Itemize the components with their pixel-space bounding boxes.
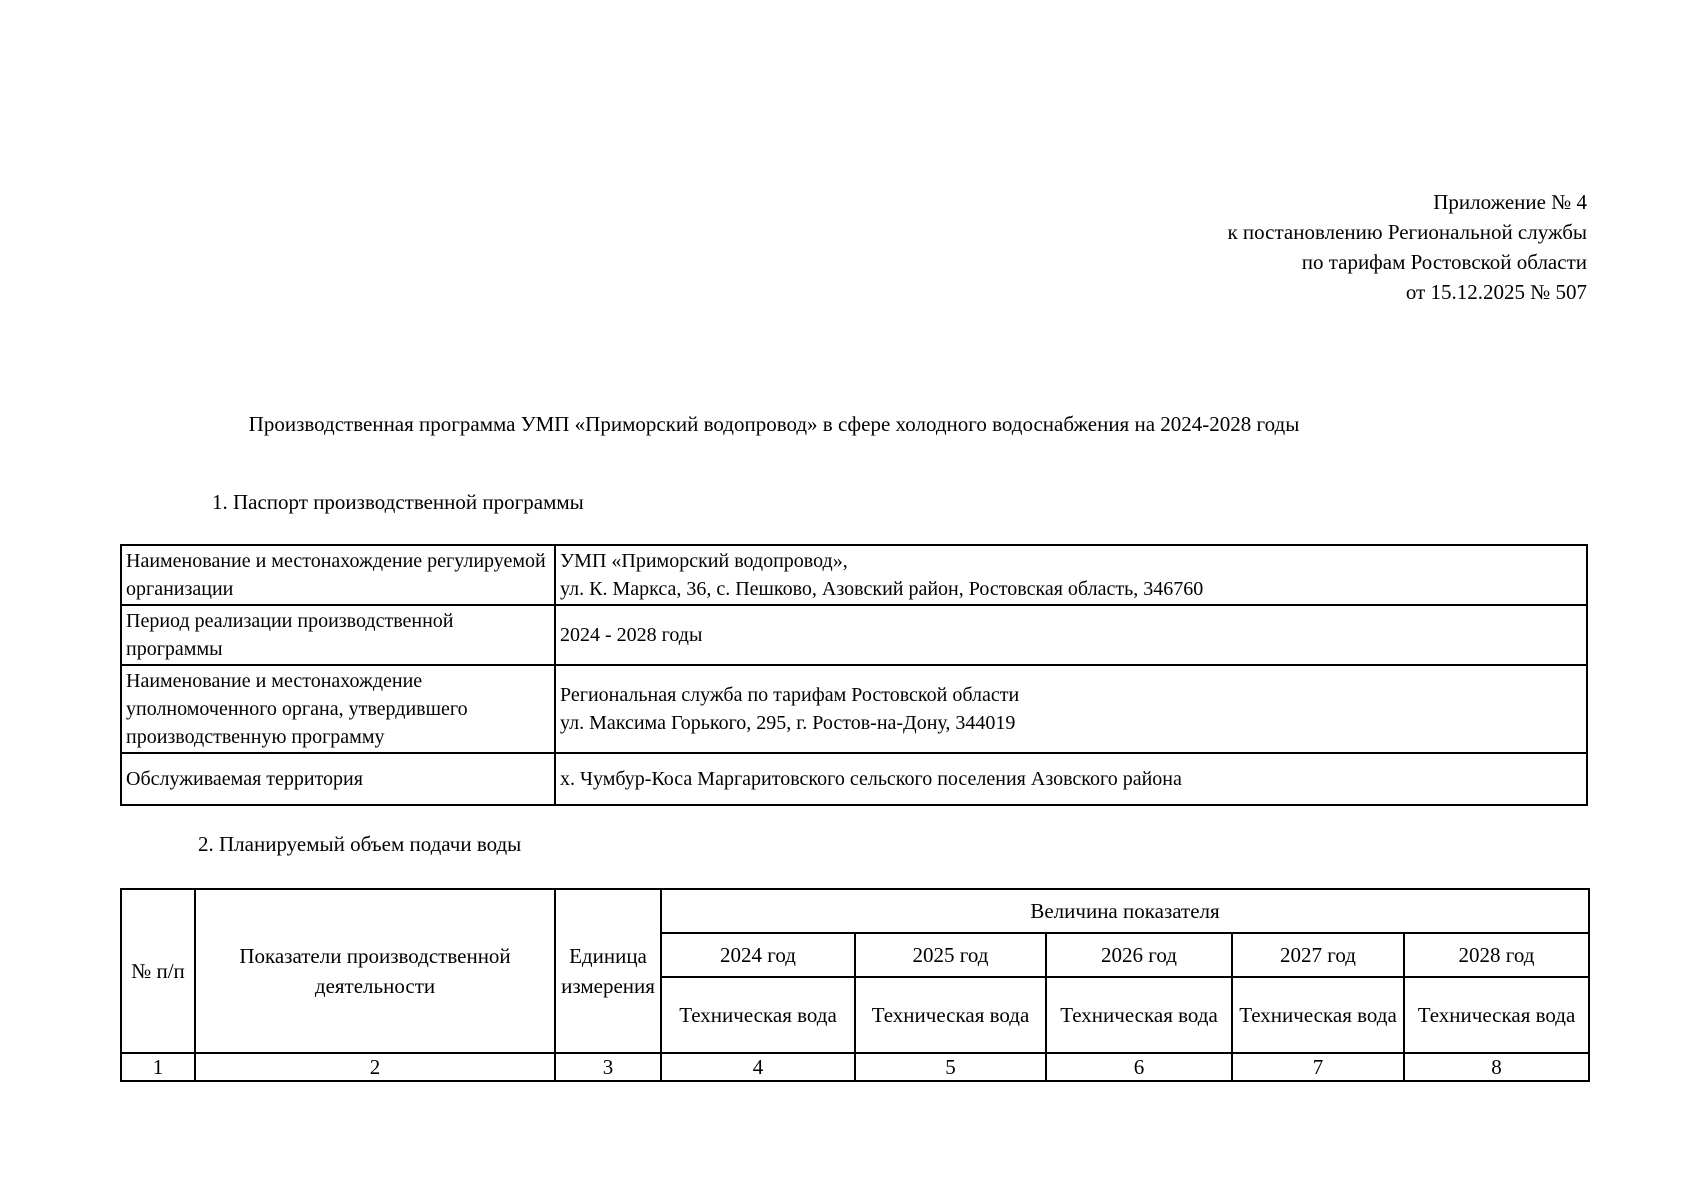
header-number: № п/п: [121, 889, 195, 1053]
appendix-line-2: к постановлению Региональной службы: [1227, 220, 1587, 244]
passport-label: Наименование и местонахождение регулируемой организации: [121, 545, 555, 605]
appendix-line-3: по тарифам Ростовской области: [1301, 250, 1587, 274]
passport-value-line: Региональная служба по тарифам Ростовской области: [560, 684, 1020, 706]
column-number: 3: [555, 1053, 661, 1081]
header-year: 2028 год: [1404, 933, 1589, 977]
passport-value-line: УМП «Приморский водопровод»,: [560, 550, 848, 572]
passport-value: [555, 605, 1587, 665]
passport-value-line: х. Чумбур-Коса Маргаритовского сельского поселения Азовского района: [560, 768, 1182, 790]
passport-label: Период реализации производственной программы: [121, 605, 555, 665]
passport-row: [121, 665, 1587, 753]
passport-value: [555, 665, 1587, 753]
appendix-line-4: от 15.12.2025 № 507: [1405, 280, 1587, 304]
column-number: 5: [855, 1053, 1046, 1081]
appendix-header: [1000, 187, 1587, 307]
water-supply-table: [120, 888, 1590, 1082]
column-number: 8: [1404, 1053, 1589, 1081]
passport-label: Наименование и местонахождение уполномоченного органа, утвердившего производственную программу: [121, 665, 555, 753]
header-row: [121, 889, 1589, 933]
header-year: 2024 год: [661, 933, 855, 977]
passport-table: [120, 544, 1588, 806]
section-1-heading: 1. Паспорт производственной программы: [212, 490, 584, 514]
header-year: 2027 год: [1232, 933, 1404, 977]
document-title: Производственная программа УМП «Приморский водопровод» в сфере холодного водоснабжения на 2024-2028 годы: [248, 412, 1300, 436]
header-water-type: Техническая вода: [855, 977, 1046, 1053]
passport-row: [121, 605, 1587, 665]
header-water-type: Техническая вода: [661, 977, 855, 1053]
header-indicators: Показатели производственной деятельности: [195, 889, 555, 1053]
column-number: 2: [195, 1053, 555, 1081]
column-number: 1: [121, 1053, 195, 1081]
column-number: 7: [1232, 1053, 1404, 1081]
passport-value: [555, 753, 1587, 805]
document-title-wrap: [0, 410, 1698, 438]
header-water-type: Техническая вода: [1232, 977, 1404, 1053]
section-2-heading: 2. Планируемый объем подачи воды: [198, 832, 522, 856]
column-number-row: [121, 1053, 1589, 1081]
passport-value: [555, 545, 1587, 605]
header-value-group: Величина показателя: [661, 889, 1589, 933]
passport-value-line: 2024 - 2028 годы: [560, 624, 703, 646]
passport-row: [121, 753, 1587, 805]
header-year: 2026 год: [1046, 933, 1232, 977]
header-water-type: Техническая вода: [1404, 977, 1589, 1053]
appendix-line-1: Приложение № 4: [1433, 190, 1587, 214]
header-water-type: Техническая вода: [1046, 977, 1232, 1053]
column-number: 4: [661, 1053, 855, 1081]
header-year: 2025 год: [855, 933, 1046, 977]
passport-value-line: ул. Максима Горького, 295, г. Ростов-на-Дону, 344019: [560, 712, 1016, 734]
header-unit: Единица измерения: [555, 889, 661, 1053]
passport-row: [121, 545, 1587, 605]
passport-label: Обслуживаемая территория: [121, 753, 555, 805]
column-number: 6: [1046, 1053, 1232, 1081]
passport-value-line: ул. К. Маркса, 36, с. Пешково, Азовский район, Ростовская область, 346760: [560, 578, 1204, 600]
